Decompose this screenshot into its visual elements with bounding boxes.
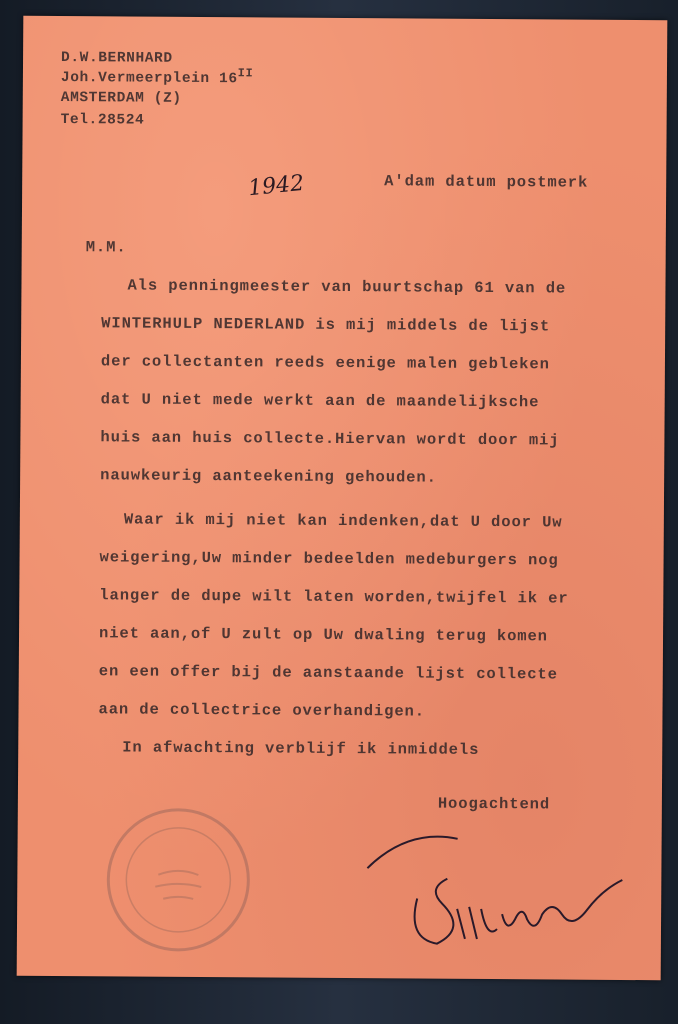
body-line: der collectanten reeds eenige malen gebleken (100, 352, 550, 374)
salutation: M.M. (85, 238, 127, 257)
body-line: Waar ik mij niet kan indenken,dat U door Uw (123, 510, 563, 532)
body-line: en een offer bij de aanstaande lijst collecte (98, 662, 558, 684)
body-line: niet aan,of U zult op Uw dwaling terug komen (98, 624, 548, 646)
letter-sheet (17, 16, 668, 980)
letterhead-street (60, 66, 254, 88)
date-line: A'dam datum postmerk (384, 172, 589, 192)
body-line: In afwachting verblijf ik inmiddels (122, 738, 480, 759)
letterhead-street-suffix: II (237, 66, 254, 81)
letterhead-street-text: Joh.Vermeerplein 16 (60, 70, 238, 88)
letterhead-phone: Tel.28524 (60, 112, 145, 129)
letterhead-name: D.W.BERNHARD (61, 50, 173, 67)
closing: Hoogachtend (437, 794, 551, 814)
body-line: huis aan huis collecte.Hiervan wordt door mij (100, 428, 560, 450)
body-line: Als penningmeester van buurtschap 61 van de (127, 276, 567, 298)
body-line: nauwkeurig aanteekening gehouden. (100, 466, 437, 487)
body-line: aan de collectrice overhandigen. (98, 700, 426, 721)
handwritten-signature (347, 818, 638, 970)
handwritten-year: 1942 (247, 170, 306, 202)
round-stamp (103, 804, 254, 955)
letterhead-city: AMSTERDAM (Z) (60, 90, 182, 107)
body-line: weigering,Uw minder bedeelden medeburgers nog (99, 548, 559, 570)
body-line: langer de dupe wilt laten worden,twijfel ik er (99, 586, 569, 608)
body-line: WINTERHULP NEDERLAND is mij middels de lijst (101, 314, 551, 336)
body-line: dat U niet mede werkt aan de maandelijksche (100, 390, 540, 412)
